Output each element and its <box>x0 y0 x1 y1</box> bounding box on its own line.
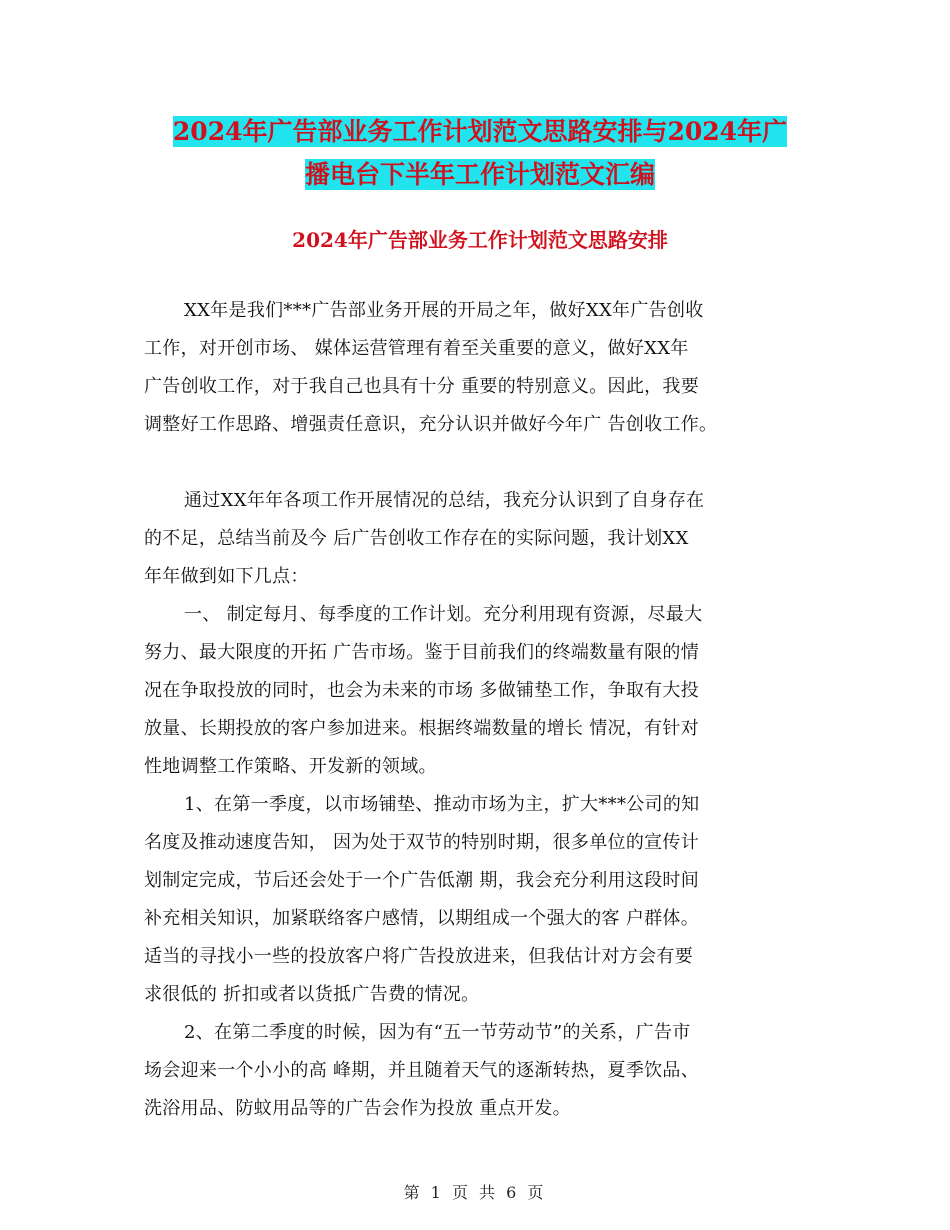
paragraph-line: 工作，对开创市场、 媒体运营管理有着至关重要的意义，做好XX年 <box>144 338 689 359</box>
paragraph-line: 广告创收工作，对于我自己也具有十分 重要的特别意义。因此，我要 <box>144 376 700 397</box>
title-line-1: 2024年广告部业务工作计划范文思路安排与2024年广 <box>172 117 788 146</box>
paragraph-line: XX年是我们***广告部业务开展的开局之年，做好XX年广告创收 <box>184 300 704 321</box>
section-title: 2024年广告部业务工作计划范文思路安排 <box>292 228 668 252</box>
paragraph-line: 2、在第二季度的时候，因为有“五一节劳动节”的关系，广告市 <box>184 1022 691 1043</box>
paragraph-line: 的不足，总结当前及今 后广告创收工作存在的实际问题，我计划XX <box>144 528 689 549</box>
paragraph-line: 洗浴用品、防蚊用品等的广告会作为投放 重点开发。 <box>144 1098 571 1119</box>
paragraph-line: 求很低的 折扣或者以货抵广告费的情况。 <box>144 984 480 1005</box>
paragraph-line: 1、在第一季度，以市场铺垫、推动市场为主，扩大***公司的知 <box>184 794 700 815</box>
paragraph-line: 放量、长期投放的客户参加进来。根据终端数量的增长 情况，有针对 <box>144 718 700 739</box>
paragraph-line: 一、 制定每月、每季度的工作计划。充分利用现有资源，尽最大 <box>184 604 703 625</box>
title-line-2: 播电台下半年工作计划范文汇编 <box>304 160 655 189</box>
paragraph-line: 调整好工作思路、增强责任意识，充分认识并做好今年广 告创收工作。 <box>144 414 718 435</box>
paragraph-line: 适当的寻找小一些的投放客户将广告投放进来，但我估计对方会有要 <box>144 946 693 967</box>
paragraph-line: 补充相关知识，加紧联络客户感情，以期组成一个强大的客 户群体。 <box>144 908 700 929</box>
paragraph-line: 努力、最大限度的开拓 广告市场。鉴于目前我们的终端数量有限的情 <box>144 642 700 663</box>
page-footer: 第 1 页 共 6 页 <box>403 1183 547 1202</box>
paragraph-line: 年年做到如下几点： <box>144 566 309 587</box>
paragraph-line: 通过XX年年各项工作开展情况的总结，我充分认识到了自身存在 <box>184 490 705 511</box>
paragraph-line: 况在争取投放的同时，也会为未来的市场 多做铺垫工作，争取有大投 <box>144 680 700 701</box>
paragraph-gap <box>144 444 824 482</box>
paragraph-line: 性地调整工作策略、开发新的领域。 <box>144 756 437 777</box>
body-text <box>144 292 824 1128</box>
paragraph-line: 场会迎来一个小小的高 峰期，并且随着天气的逐渐转热，夏季饮品、 <box>144 1060 700 1081</box>
paragraph-line: 名度及推动速度告知， 因为处于双节的特别时期，很多单位的宣传计 <box>144 832 700 853</box>
paragraph-line: 划制定完成，节后还会处于一个广告低潮 期，我会充分利用这段时间 <box>144 870 700 891</box>
document-title <box>140 110 820 196</box>
